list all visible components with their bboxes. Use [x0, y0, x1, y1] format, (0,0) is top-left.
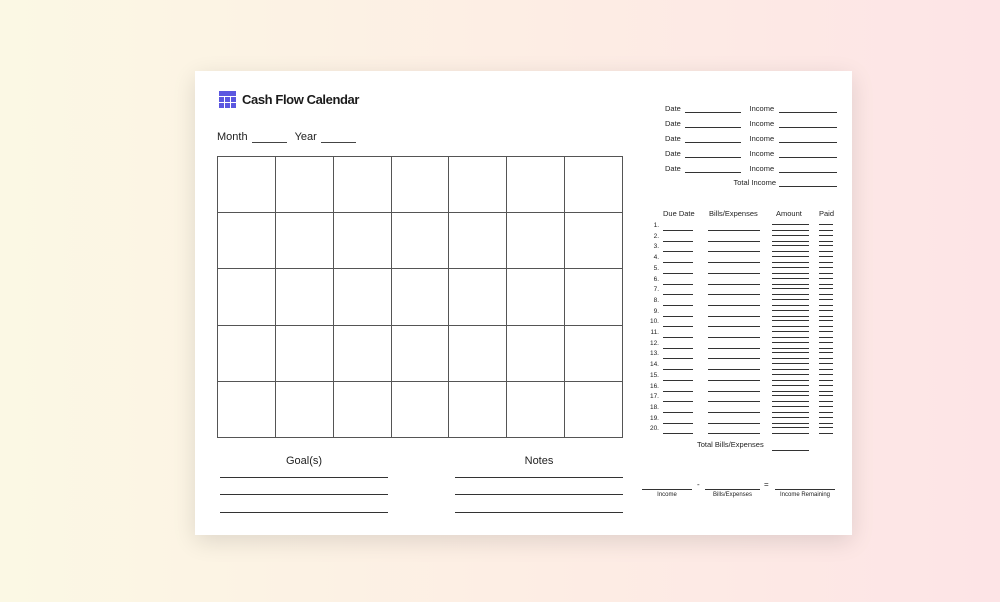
amount-field-guide [772, 320, 809, 321]
paid-field-guide [819, 331, 833, 332]
amount-field-guide [772, 352, 809, 353]
calendar-day-cell[interactable] [218, 213, 276, 269]
amount-field-guide [772, 385, 809, 386]
bill-number: 10. [649, 318, 659, 326]
amount-field-guide [772, 299, 809, 300]
date-field[interactable] [685, 150, 741, 158]
paid-field-guide [819, 299, 833, 300]
date-field[interactable] [685, 135, 741, 143]
bills-caption: Bills/Expenses [712, 492, 753, 498]
calendar-day-cell[interactable] [276, 269, 334, 325]
bill-row [647, 392, 837, 402]
income-row [665, 103, 837, 113]
bill-row [647, 285, 837, 295]
calendar-day-cell[interactable] [334, 213, 392, 269]
bill-row [647, 403, 837, 413]
bill-number: 11. [650, 329, 659, 336]
amount-field[interactable] [772, 433, 809, 434]
bill-row [647, 424, 837, 434]
calendar-day-cell[interactable] [392, 326, 450, 382]
amount-field-guide [772, 427, 809, 428]
due-date-header: Due Date [663, 209, 695, 218]
date-label: Date [665, 134, 681, 143]
paid-field-guide [819, 395, 833, 396]
calendar-day-cell[interactable] [276, 157, 334, 213]
paid-field-guide [819, 310, 833, 311]
income-row [665, 133, 837, 143]
bill-number: 9. [653, 307, 659, 315]
bill-number: 8. [653, 296, 659, 304]
calendar-day-cell[interactable] [449, 269, 507, 325]
bill-row [647, 307, 837, 317]
income-remaining-caption: Income Remaining [779, 492, 831, 498]
income-field[interactable] [779, 165, 837, 173]
amount-field-guide [772, 406, 809, 407]
calendar-grid-icon [219, 91, 236, 108]
calendar-day-cell[interactable] [449, 157, 507, 213]
amount-field-guide [772, 267, 809, 268]
income-label: Income [749, 104, 775, 113]
notes-line[interactable] [455, 494, 623, 495]
paid-field-guide [819, 374, 833, 375]
year-label: Year [294, 131, 317, 143]
income-label: Income [749, 119, 775, 128]
bill-number: 18. [649, 403, 659, 411]
paid-field-guide [819, 342, 833, 343]
calendar-day-cell[interactable] [218, 269, 276, 325]
calendar-grid [217, 156, 623, 438]
bill-number: 15. [649, 371, 659, 379]
paid-field-guide [819, 235, 833, 236]
date-field[interactable] [685, 105, 741, 113]
calendar-day-cell[interactable] [334, 157, 392, 213]
bill-row [647, 360, 837, 370]
calendar-day-cell[interactable] [507, 326, 565, 382]
total-bills-label: Total Bills/Expenses [697, 440, 764, 449]
bill-number: 3. [653, 243, 659, 251]
bill-row [647, 242, 837, 252]
bill-number: 7. [653, 286, 659, 294]
calendar-day-cell[interactable] [507, 213, 565, 269]
paid-field-guide [819, 427, 833, 428]
date-label: Date [665, 149, 681, 158]
paid-field-guide [819, 267, 833, 268]
total-income-field[interactable] [779, 179, 837, 187]
income-label: Income [749, 149, 775, 158]
calendar-day-cell[interactable] [392, 382, 450, 438]
bill-number: 1. [653, 222, 659, 229]
cash-flow-calendar-sheet [195, 71, 852, 535]
bill-number: 4. [653, 254, 659, 262]
calendar-day-cell[interactable] [218, 157, 276, 213]
calendar-day-cell[interactable] [449, 326, 507, 382]
bill-row [647, 296, 837, 306]
calendar-day-cell[interactable] [565, 157, 623, 213]
month-label: Month [217, 131, 248, 143]
income-remaining-field[interactable] [775, 489, 835, 490]
logo [219, 91, 359, 108]
bill-row [647, 253, 837, 263]
total-income-label: Total Income [733, 178, 776, 187]
bills-expenses-header: Bills/Expenses [709, 209, 758, 218]
goals-line[interactable] [220, 477, 388, 478]
amount-field-guide [772, 235, 809, 236]
bill-number: 17. [649, 393, 659, 401]
bill-row [647, 275, 837, 285]
amount-field-guide [772, 245, 809, 246]
bill-row [647, 339, 837, 349]
paid-field-guide [819, 320, 833, 321]
amount-field-guide [772, 342, 809, 343]
month-year-row [217, 131, 364, 143]
calendar-day-cell[interactable] [507, 157, 565, 213]
goals-line[interactable] [220, 512, 388, 513]
date-label: Date [665, 164, 681, 173]
calendar-day-cell[interactable] [392, 269, 450, 325]
calendar-day-cell[interactable] [392, 213, 450, 269]
calendar-day-cell[interactable] [565, 269, 623, 325]
total-income-row [665, 177, 837, 187]
income-label: Income [749, 164, 775, 173]
income-row [665, 118, 837, 128]
equals-sign: = [764, 480, 769, 489]
bill-row [647, 328, 837, 338]
calendar-day-cell[interactable] [507, 269, 565, 325]
paid-field-guide [819, 406, 833, 407]
calendar-day-cell[interactable] [276, 213, 334, 269]
calendar-day-cell[interactable] [334, 326, 392, 382]
goals-title: Goal(s) [285, 455, 323, 467]
bill-number: 5. [653, 264, 659, 272]
calendar-day-cell[interactable] [392, 157, 450, 213]
paid-header: Paid [819, 209, 835, 218]
income-field[interactable] [779, 120, 837, 128]
amount-field-guide [772, 331, 809, 332]
paid-field-guide [819, 417, 833, 418]
amount-field-guide [772, 224, 809, 225]
income-label: Income [749, 134, 775, 143]
bills-result-field[interactable] [705, 489, 760, 490]
date-label: Date [665, 119, 681, 128]
bill-row [647, 371, 837, 381]
paid-field-guide [819, 256, 833, 257]
bill-number: 14. [649, 361, 659, 369]
calendar-day-cell[interactable] [276, 326, 334, 382]
due-date-field[interactable] [663, 433, 693, 434]
notes-title: Notes [524, 455, 554, 467]
income-row [665, 163, 837, 173]
bill-row [647, 232, 837, 242]
total-bills-field[interactable] [772, 450, 809, 451]
income-field[interactable] [779, 135, 837, 143]
calendar-day-cell[interactable] [334, 382, 392, 438]
paid-field-guide [819, 352, 833, 353]
bill-name-field[interactable] [708, 433, 760, 434]
amount-field-guide [772, 374, 809, 375]
bill-row [647, 414, 837, 424]
amount-header: Amount [776, 209, 802, 218]
year-field[interactable] [321, 133, 356, 143]
bill-number: 13. [649, 350, 659, 358]
calendar-day-cell[interactable] [276, 382, 334, 438]
calendar-day-cell[interactable] [507, 382, 565, 438]
bill-number: 2. [653, 232, 659, 240]
bill-number: 19. [649, 414, 659, 422]
bill-row [647, 221, 837, 231]
bill-row [647, 317, 837, 327]
notes-line[interactable] [455, 477, 623, 478]
bill-number: 20. [649, 425, 659, 433]
amount-field-guide [772, 256, 809, 257]
bill-number: 16. [649, 382, 659, 390]
amount-field-guide [772, 278, 809, 279]
paid-field[interactable] [819, 433, 833, 434]
amount-field-guide [772, 363, 809, 364]
income-field[interactable] [779, 105, 837, 113]
income-field[interactable] [779, 150, 837, 158]
bill-number: 12. [649, 339, 659, 347]
paid-field-guide [819, 224, 833, 225]
paid-field-guide [819, 363, 833, 364]
calendar-day-cell[interactable] [218, 326, 276, 382]
date-field[interactable] [685, 120, 741, 128]
calendar-day-cell[interactable] [334, 269, 392, 325]
minus-sign: - [697, 480, 700, 489]
calendar-day-cell[interactable] [449, 213, 507, 269]
calendar-day-cell[interactable] [565, 382, 623, 438]
calendar-day-cell[interactable] [565, 326, 623, 382]
page-title: Cash Flow Calendar [242, 92, 360, 107]
bill-row [647, 349, 837, 359]
notes-line[interactable] [455, 512, 623, 513]
amount-field-guide [772, 288, 809, 289]
paid-field-guide [819, 278, 833, 279]
date-field[interactable] [685, 165, 741, 173]
paid-field-guide [819, 288, 833, 289]
calendar-day-cell[interactable] [218, 382, 276, 438]
amount-field-guide [772, 417, 809, 418]
bill-number: 6. [653, 275, 659, 283]
income-result-field[interactable] [642, 489, 692, 490]
amount-field-guide [772, 395, 809, 396]
paid-field-guide [819, 245, 833, 246]
month-field[interactable] [252, 133, 287, 143]
goals-line[interactable] [220, 494, 388, 495]
income-row [665, 148, 837, 158]
bill-row [647, 264, 837, 274]
amount-field-guide [772, 310, 809, 311]
income-caption: Income [657, 492, 677, 498]
paid-field-guide [819, 385, 833, 386]
bill-row [647, 382, 837, 392]
calendar-day-cell[interactable] [449, 382, 507, 438]
calendar-day-cell[interactable] [565, 213, 623, 269]
date-label: Date [665, 104, 681, 113]
